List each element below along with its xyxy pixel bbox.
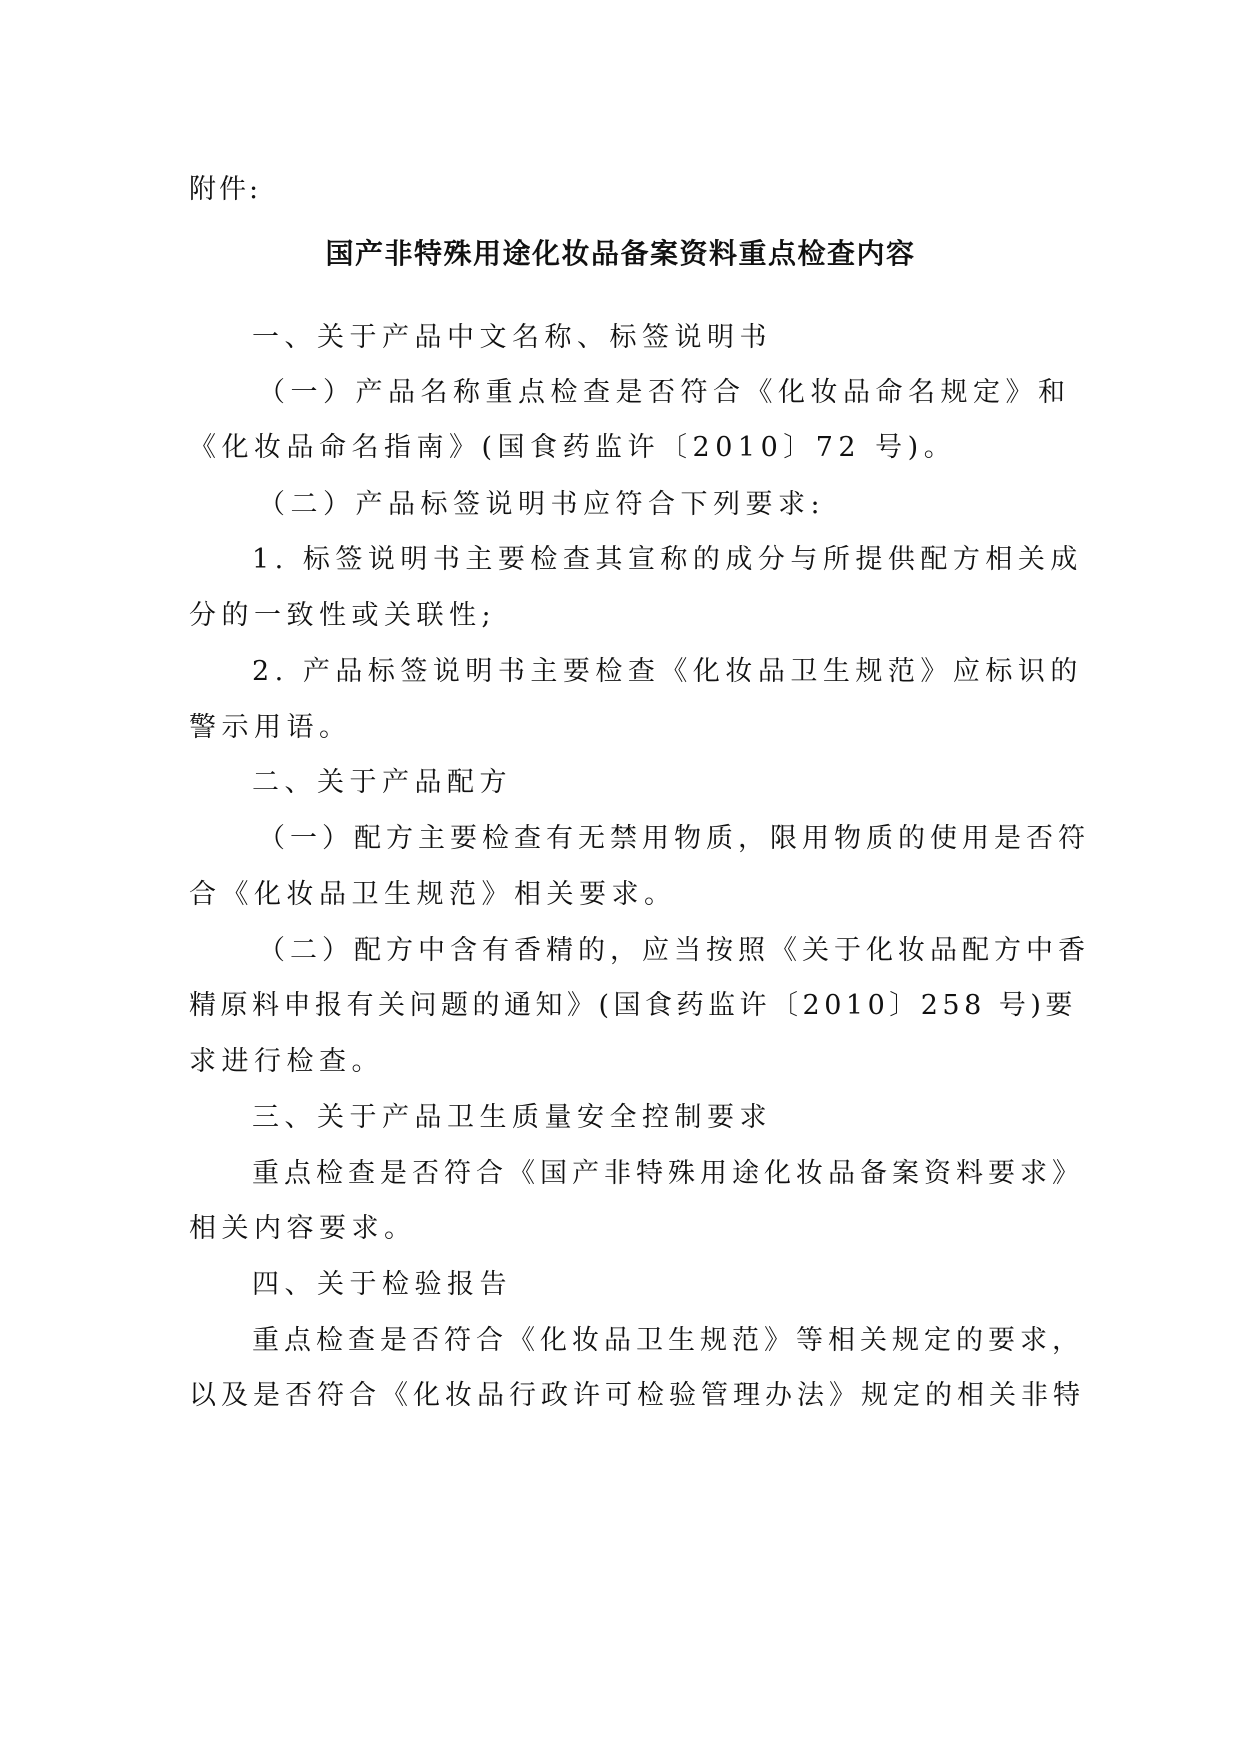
section-heading-2: 二、关于产品配方 — [252, 767, 512, 798]
paragraph-line: 警示用语。 — [189, 712, 352, 743]
paragraph-line: 相关内容要求。 — [189, 1213, 417, 1244]
section-heading-3: 三、关于产品卫生质量安全控制要求 — [252, 1102, 772, 1133]
paragraph-line: 重点检查是否符合《国产非特殊用途化妆品备案资料要求》 — [252, 1158, 1084, 1189]
paragraph-line: 《化妆品命名指南》(国食药监许〔2010〕72 号)。 — [189, 432, 957, 463]
paragraph-line: 1. 标签说明书主要检查其宣称的成分与所提供配方相关成 — [252, 544, 1083, 575]
paragraph-line: （一）产品名称重点检查是否符合《化妆品命名规定》和 — [258, 377, 1071, 408]
paragraph-line: 以及是否符合《化妆品行政许可检验管理办法》规定的相关非特 — [189, 1380, 1085, 1411]
paragraph-line: 合《化妆品卫生规范》相关要求。 — [189, 879, 677, 910]
paragraph-line: 2. 产品标签说明书主要检查《化妆品卫生规范》应标识的 — [252, 656, 1083, 687]
paragraph-line: 重点检查是否符合《化妆品卫生规范》等相关规定的要求， — [252, 1325, 1084, 1356]
paragraph-line: （二）产品标签说明书应符合下列要求: — [258, 489, 826, 520]
attachment-label: 附件: — [189, 174, 262, 205]
section-heading-4: 四、关于检验报告 — [252, 1269, 512, 1300]
section-heading-1: 一、关于产品中文名称、标签说明书 — [252, 322, 772, 353]
document-title: 国产非特殊用途化妆品备案资料重点检查内容 — [325, 237, 916, 270]
paragraph-line: （二）配方中含有香精的，应当按照《关于化妆品配方中香 — [258, 935, 1090, 966]
paragraph-line: （一）配方主要检查有无禁用物质，限用物质的使用是否符 — [258, 823, 1090, 854]
paragraph-line: 分的一致性或关联性; — [189, 600, 497, 631]
paragraph-line: 求进行检查。 — [189, 1046, 384, 1077]
paragraph-line: 精原料申报有关问题的通知》(国食药监许〔2010〕258 号)要 — [189, 990, 1077, 1021]
